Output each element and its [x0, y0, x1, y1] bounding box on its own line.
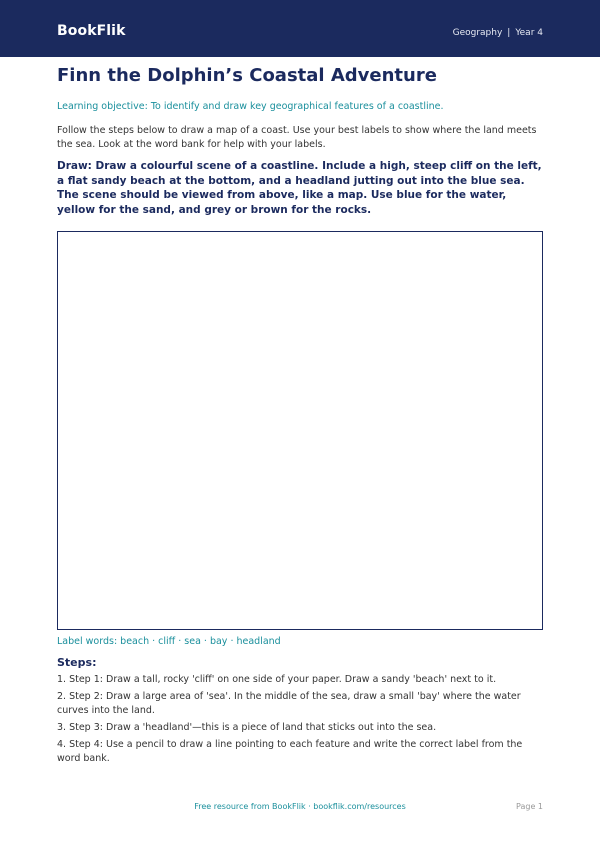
step-item: 4. Step 4: Use a pencil to draw a line pointing to each feature and write the correct label from the word bank. — [57, 739, 523, 764]
draw-instructions: Draw: Draw a colourful scene of a coastline. Include a high, steep cliff on the left, a flat sandy beach at the bottom, and a headland jutting out into the blue sea. The scene should be viewed from above, like a map. Use blue for the water, yellow for the sand, and grey or brown for the rocks. — [57, 160, 542, 216]
learning-objective: Learning objective: To identify and draw key geographical features of a coastline. — [57, 101, 444, 112]
page-title: Finn the Dolphin’s Coastal Adventure — [57, 65, 437, 86]
drawing-area[interactable] — [57, 231, 543, 630]
year-label: Year 4 — [515, 28, 543, 38]
step-item: 3. Step 3: Draw a 'headland'—this is a piece of land that sticks out into the sea. — [57, 722, 437, 733]
label-word-bank: Label words: beach · cliff · sea · bay · headland — [57, 636, 281, 647]
steps-list — [57, 673, 547, 769]
footer-resource-link[interactable]: Free resource from BookFlik · bookflik.com/resources — [194, 802, 406, 811]
brand-logo[interactable]: BookFlik — [57, 23, 126, 39]
step-item: 1. Step 1: Draw a tall, rocky 'cliff' on one side of your paper. Draw a sandy 'beach' next to it. — [57, 674, 497, 685]
page-header — [0, 0, 600, 57]
page-number: Page 1 — [516, 802, 543, 811]
header-meta — [453, 28, 543, 38]
subject-label: Geography — [452, 28, 503, 38]
steps-heading: Steps: — [57, 656, 97, 669]
step-item: 2. Step 2: Draw a large area of 'sea'. In the middle of the sea, draw a small 'bay' where the water curves into the land. — [57, 691, 521, 716]
intro-text: Follow the steps below to draw a map of a coast. Use your best labels to show where the land meets the sea. Look at the word bank for help with your labels. — [57, 125, 537, 150]
header-separator: | — [507, 28, 511, 38]
